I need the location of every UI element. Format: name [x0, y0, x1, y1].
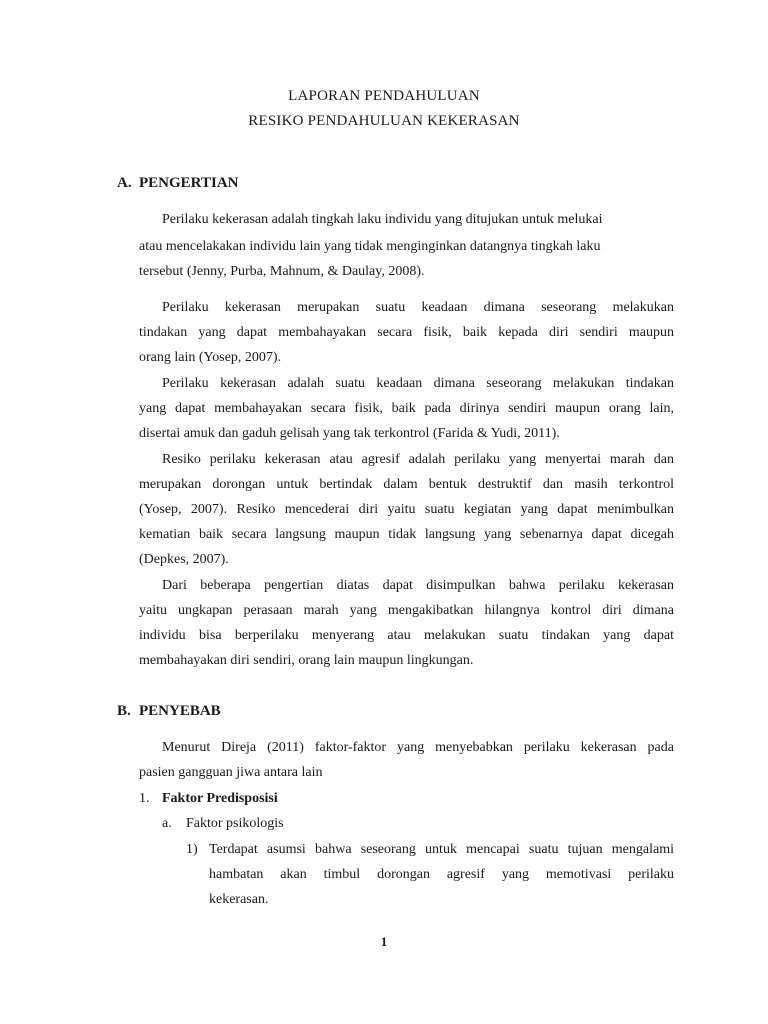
paragraph-line: (Yosep, 2007). Resiko mencederai diri yaitu suatu kegiatan yang dapat menimbulkan	[139, 502, 674, 517]
paragraph-line: Terdapat asumsi bahwa seseorang untuk mencapai suatu tujuan mengalami	[209, 842, 674, 857]
paragraph-line: tindakan yang dapat membahayakan secara fisik, baik kepada diri sendiri maupun	[139, 325, 674, 340]
paragraph-line: individu bisa berperilaku menyerang atau melakukan suatu tindakan yang dapat	[139, 628, 674, 643]
paragraph-line: (Depkes, 2007).	[139, 552, 229, 567]
paragraph-line: atau mencelakakan individu lain yang tidak menginginkan datangnya tingkah laku	[139, 239, 601, 254]
paragraph-line: yang dapat membahayakan secara fisik, baik pada dirinya sendiri maupun orang lain,	[139, 401, 674, 416]
paragraph-line: yaitu ungkapan perasaan marah yang mengakibatkan hilangnya kontrol diri dimana	[139, 603, 674, 618]
document-subtitle: RESIKO PENDAHULUAN KEKERASAN	[248, 113, 520, 129]
paragraph-line: Perilaku kekerasan merupakan suatu keadaan dimana seseorang melakukan	[162, 300, 674, 315]
paragraph-line: Dari beberapa pengertian diatas dapat disimpulkan bahwa perilaku kekerasan	[162, 578, 674, 593]
section-a-number: A.	[117, 175, 132, 191]
list-letter-a: a.	[162, 816, 172, 831]
paragraph-line: orang lain (Yosep, 2007).	[139, 350, 282, 365]
paragraph-line: hambatan akan timbul dorongan agresif yang memotivasi perilaku	[209, 867, 674, 882]
section-b-number: B.	[117, 703, 131, 719]
section-b-title: PENYEBAB	[139, 703, 221, 719]
document-title: LAPORAN PENDAHULUAN	[288, 88, 480, 104]
section-a-title: PENGERTIAN	[139, 175, 239, 191]
page-number: 1	[380, 934, 388, 949]
paragraph-line: pasien gangguan jiwa antara lain	[139, 765, 323, 780]
paragraph-line: kematian baik secara langsung maupun tidak langsung yang sebenarnya dapat dicegah	[139, 527, 674, 542]
section-b-heading	[117, 703, 221, 720]
paragraph-line: kekerasan.	[209, 892, 269, 907]
paragraph-line: Resiko perilaku kekerasan atau agresif adalah perilaku yang menyertai marah dan	[162, 452, 674, 467]
paragraph-line: Perilaku kekerasan adalah suatu keadaan dimana seseorang melakukan tindakan	[162, 376, 674, 391]
paragraph-line: tersebut (Jenny, Purba, Mahnum, & Daulay, 2008).	[139, 264, 425, 279]
list-item-faktor-psikologis: Faktor psikologis	[186, 816, 284, 831]
paragraph-line: Menurut Direja (2011) faktor-faktor yang menyebabkan perilaku kekerasan pada	[162, 740, 674, 755]
list-number-1: 1.	[139, 791, 150, 806]
paragraph-line: merupakan dorongan untuk bertindak dalam bentuk destruktif dan masih terkontrol	[139, 477, 674, 492]
list-item-faktor-predisposisi: Faktor Predisposisi	[162, 791, 278, 806]
paragraph-line: membahayakan diri sendiri, orang lain maupun lingkungan.	[139, 653, 474, 668]
paragraph-line: disertai amuk dan gaduh gelisah yang tak terkontrol (Farida & Yudi, 2011).	[139, 426, 560, 441]
list-sub-number-1: 1)	[186, 842, 198, 857]
paragraph-line: Perilaku kekerasan adalah tingkah laku individu yang ditujukan untuk melukai	[162, 212, 603, 227]
section-a-heading	[117, 175, 239, 192]
